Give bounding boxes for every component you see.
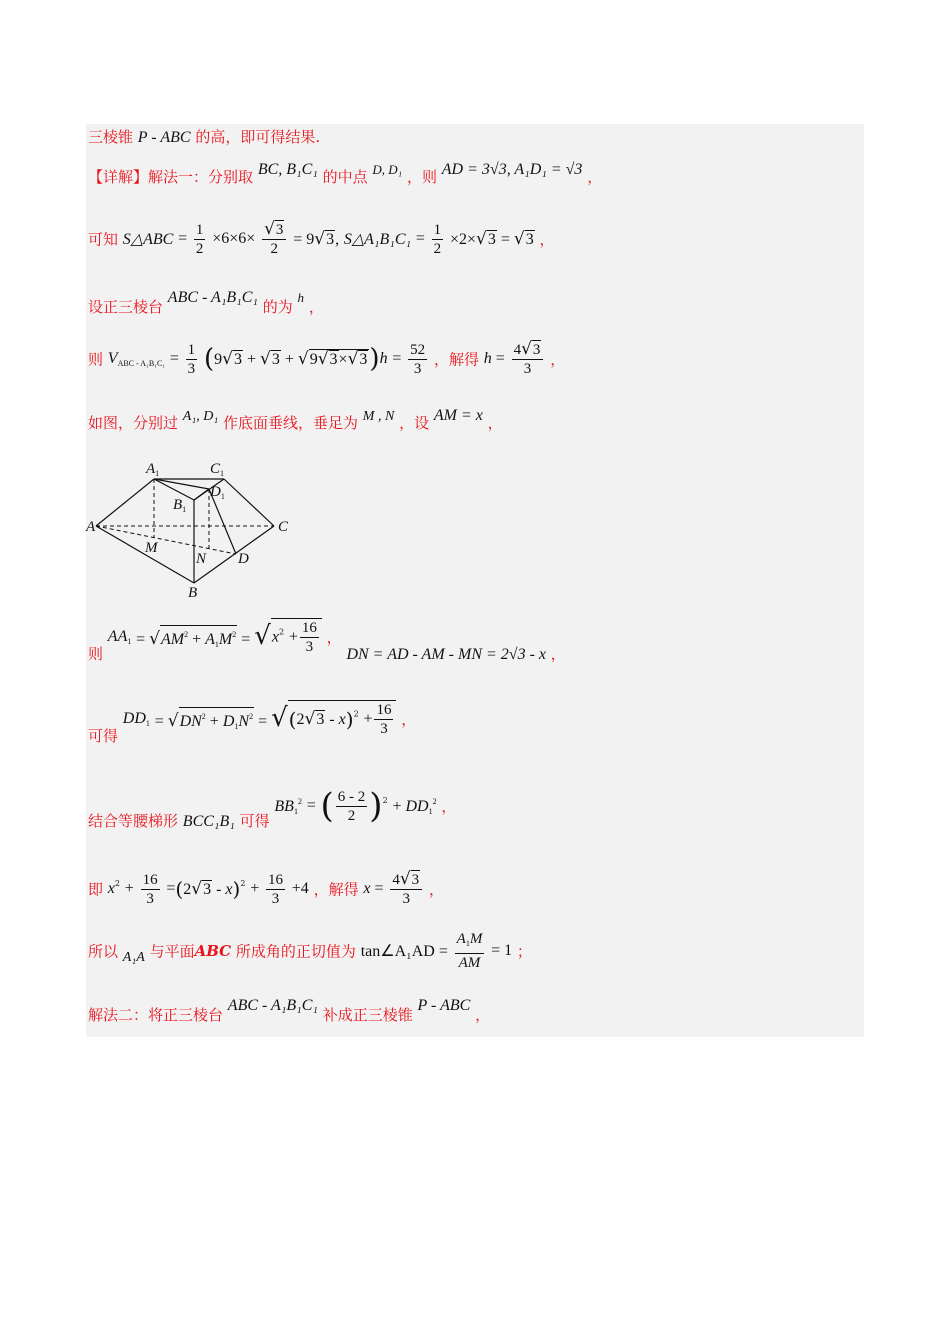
frustum-figure — [84, 456, 304, 604]
edge-AA1 — [96, 479, 154, 526]
edge-B1D1 — [194, 489, 209, 500]
label-A1: $A_1$ — [146, 461, 160, 478]
dd1-line: 可得 $DD_1 = √DN^2 + D_1N^2 = √(2√3 - x)^2$ + $\frac{16}{3}$ ， — [88, 702, 417, 745]
trap-line: 结合等腰梯形 BCC₁B₁ 可得 $BB_1^2$ = ( $\frac{6 - 2}{2}$ )$^2 + DD_1^2$ ， — [88, 786, 457, 830]
volume-line: 则 $V_{ABC - A_1B_1C_1}$ = $\frac{1}{3}$ (9√3 + √3 + √9√3×√3)h = $\frac{52}{3}$ ，解得 h = $\frac{4√3}{3}$ ， — [88, 339, 566, 377]
detail-line: 【详解】解法一：分别取 BC, B₁C₁ 的中点 D, D₁ ，则 AD = 3√3, A₁D₁ = √3 ， — [88, 161, 603, 186]
intro-line: 三棱锥 P - ABC 的高，即可得结果. — [88, 128, 321, 146]
label-B1: $B_1$ — [173, 497, 187, 514]
label-C: C — [278, 519, 289, 535]
label-D1: $D_1$ — [210, 484, 225, 501]
equation-line: 即 $x^2$ + $\frac{16}{3}$ =(2√3 - x)$^2$ + $\frac{16}{3}$ +4 ，解得 x = $\frac{4√3}{3}$ ， — [88, 869, 444, 907]
label-M: M — [145, 540, 158, 556]
perp-line: 如图，分别过 A₁, D₁ 作底面垂线，垂足为 M , N ，设 AM = x ， — [88, 407, 503, 432]
method2-line: 解法二：将正三棱台 ABC - A₁B₁C₁ 补成正三棱锥 P - ABC ， — [88, 997, 491, 1024]
tangent-line: 所以 A₁A 与平面ABC 所成角的正切值为 tan∠A₁AD = $\frac{A_1M}{AM}$ = 1 ； — [88, 931, 532, 971]
label-C1: $C_1$ — [210, 461, 225, 478]
label-N: N — [196, 551, 207, 567]
label-D: D — [238, 551, 249, 567]
segment-AD — [96, 526, 236, 554]
areas-line: 可知 S△ABC = $\frac{1}{2}$ ×6×6× $\frac{√3}{2}$ = 9√3, S△A₁B₁C₁ = $\frac{1}{2}$ ×2×√3 = √3 ， — [88, 219, 555, 257]
label-A: A — [86, 519, 96, 535]
aa1-line: 则 $AA_1 = √AM^2 + A_1M^2 = √x^2$ + $\frac{16}{3}$ ， DN = AD - AM - MN = 2√3 - x ， — [88, 620, 566, 663]
frustum-line: 设正三棱台 ABC - A₁B₁C₁ 的为 h ， — [88, 289, 324, 316]
label-B: B — [188, 585, 198, 601]
edge-C1C — [224, 479, 274, 526]
